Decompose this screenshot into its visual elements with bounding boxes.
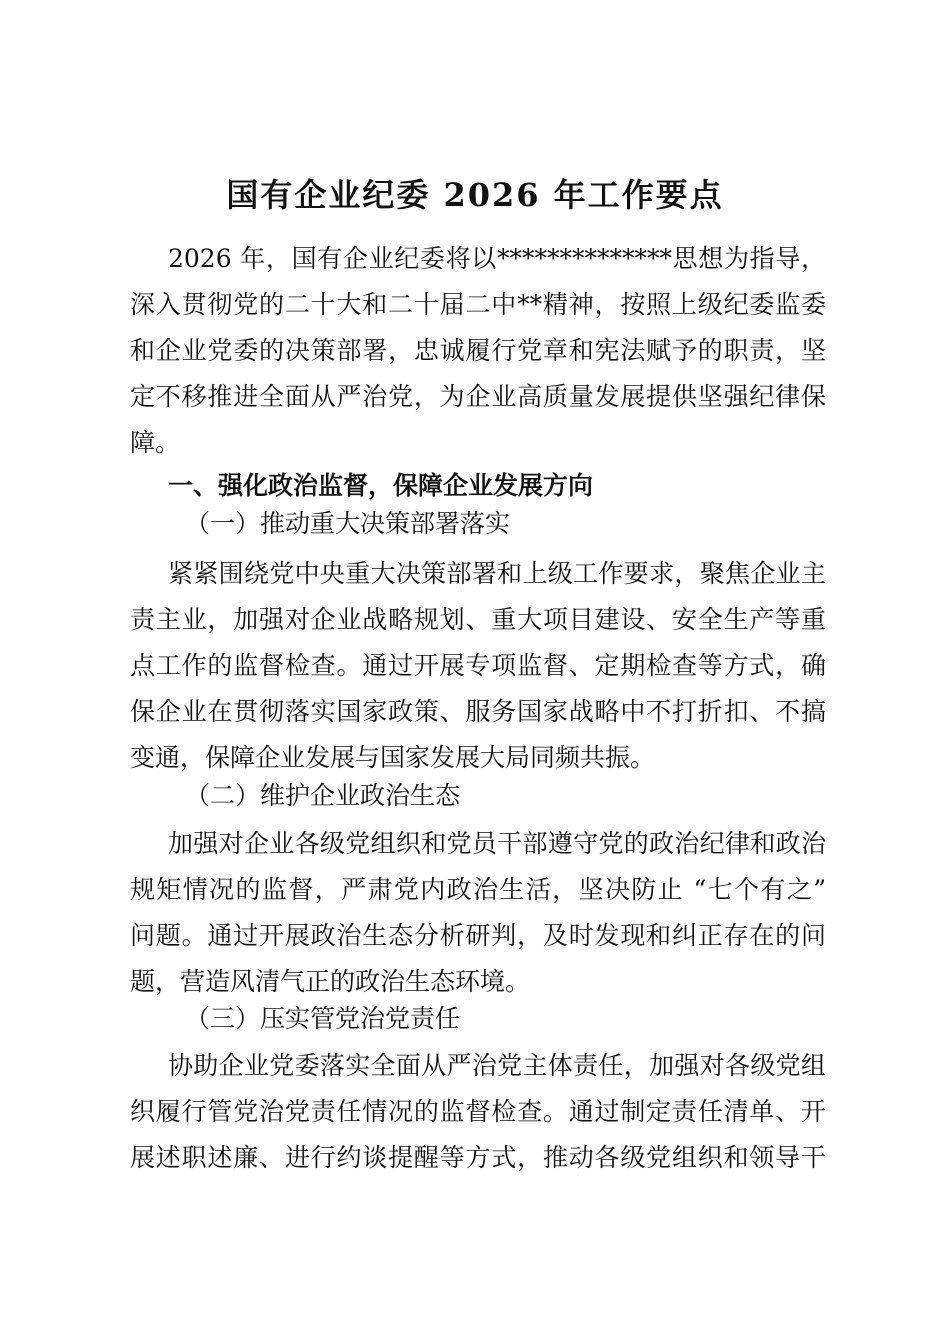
text-line: 规矩情况的监督，严肃党内政治生活，坚决防止 “七个有之” (130, 875, 826, 904)
subsection-2-paragraph (130, 821, 826, 1005)
text-line: 展述职述廉、进行约谈提醒等方式，推动各级党组织和领导干 (130, 1143, 826, 1172)
text-line: 障。 (130, 428, 181, 457)
text-line: 责主业，加强对企业战略规划、重大项目建设、安全生产等重 (130, 605, 826, 634)
document-title: 国有企业纪委 2026 年工作要点 (226, 176, 724, 214)
text-line: 2026 年，国有企业纪委将以**************思想为指导， (168, 244, 826, 273)
subsection-heading-2: （二）维护企业政治生态 (185, 781, 461, 810)
text-line: 定不移推进全面从严治党，为企业高质量发展提供坚强纪律保 (130, 382, 826, 411)
section-heading-1: 一、强化政治监督，保障企业发展方向 (168, 471, 594, 500)
text-line: 深入贯彻党的二十大和二十届二中**精神，按照上级纪委监委 (130, 290, 826, 319)
text-line: 保企业在贯彻落实国家政策、服务国家战略中不打折扣、不搞 (130, 697, 826, 726)
subsection-1-paragraph (130, 551, 826, 781)
subsection-heading-3: （三）压实管党治党责任 (185, 1004, 461, 1033)
text-line: 协助企业党委落实全面从严治党主体责任，加强对各级党组 (168, 1051, 826, 1080)
text-line: 紧紧围绕党中央重大决策部署和上级工作要求，聚焦企业主 (168, 559, 826, 588)
text-line: 问题。通过开展政治生态分析研判，及时发现和纠正存在的问 (130, 921, 826, 950)
subsection-3-paragraph (130, 1043, 826, 1181)
text-line: 和企业党委的决策部署，忠诚履行党章和宪法赋予的职责，坚 (130, 336, 826, 365)
text-line: 变通，保障企业发展与国家发展大局同频共振。 (130, 743, 656, 772)
text-line: 点工作的监督检查。通过开展专项监督、定期检查等方式，确 (130, 651, 826, 680)
text-line: 题，营造风清气正的政治生态环境。 (130, 967, 531, 996)
text-line: 加强对企业各级党组织和党员干部遵守党的政治纪律和政治 (168, 829, 826, 858)
text-line: 织履行管党治党责任情况的监督检查。通过制定责任清单、开 (130, 1097, 826, 1126)
subsection-heading-1: （一）推动重大决策部署落实 (185, 509, 511, 538)
intro-paragraph (130, 236, 826, 466)
